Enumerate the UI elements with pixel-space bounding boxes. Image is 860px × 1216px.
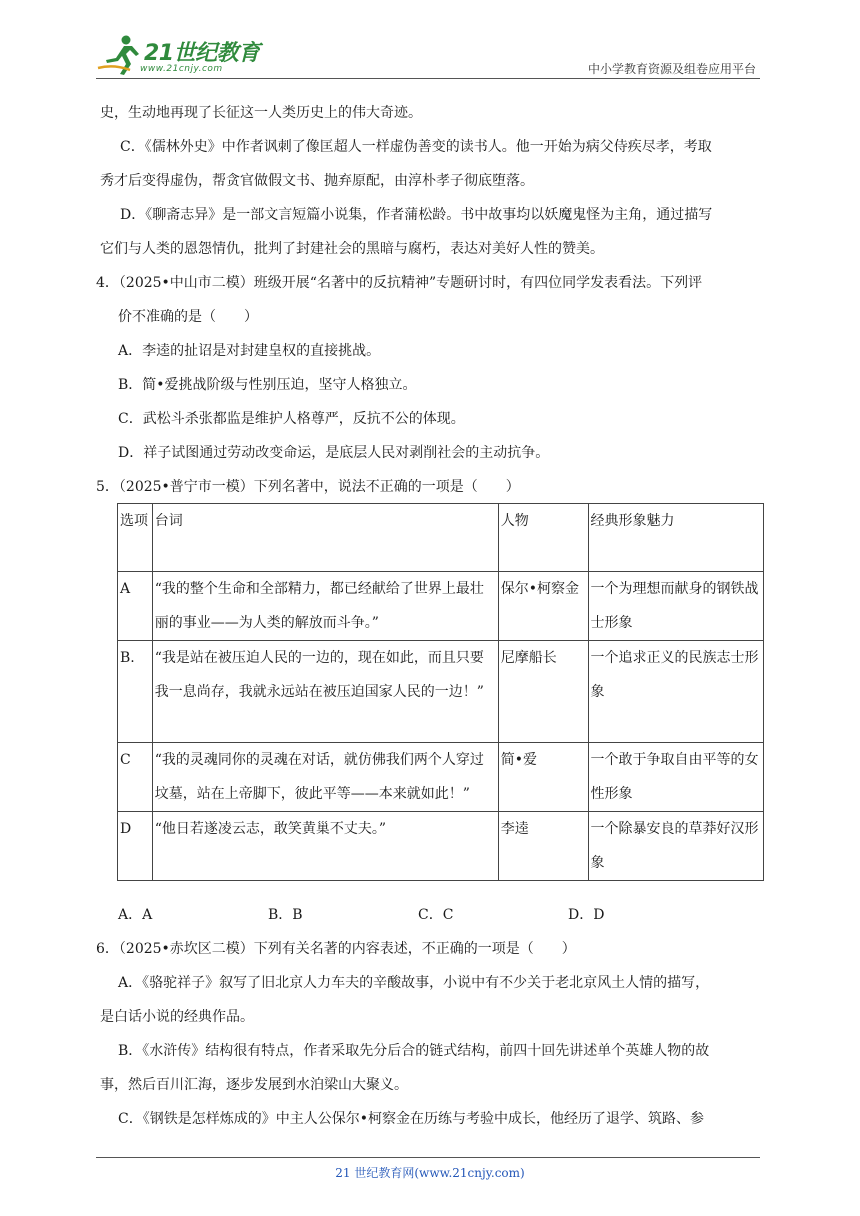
question-4-option-b: B．简•爱挑战阶级与性别压迫，坚守人格独立。 [118,377,417,393]
question-4-option-a: A．李逵的扯诏是对封建皇权的直接挑战。 [118,343,381,359]
table-cell-line: “我是站在被压迫人民的一边的，现在如此，而且只要我一息尚存，我就永远站在被压迫国家人民的一边！” [152,641,498,743]
page-content [96,96,764,504]
question-5-answers [100,898,764,932]
table-cell-person: 保尔•柯察金 [498,572,588,641]
table-cell-image: 一个为理想而献身的钢铁战士形象 [588,572,763,641]
answer-option-c: C．C [418,907,454,923]
text-line: 它们与人类的恩怨情仇，批判了封建社会的黑暗与腐朽，表达对美好人性的赞美。 [100,241,604,257]
table-row [118,743,764,812]
table-cell-option: A [118,572,153,641]
after-table-content [96,898,764,1136]
logo [96,34,266,78]
question-5-stem: 5．（2025•普宁市一模）下列名著中，说法不正确的一项是（ ） [96,479,520,495]
table-cell-image: 一个除暴安良的草莽好汉形象 [588,812,763,881]
table-cell-person: 尼摩船长 [498,641,588,743]
table-cell-person: 李逵 [498,812,588,881]
page-header [96,28,760,80]
table-row [118,572,764,641]
question-4-option-d: D．祥子试图通过劳动改变命运，是底层人民对剥削社会的主动抗争。 [118,445,550,461]
question-5-table [117,503,764,881]
table-row [118,812,764,881]
footer-link[interactable]: 21 世纪教育网(www.21cnjy.com) [335,1166,525,1180]
logo-url: www.21cnjy.com [140,64,223,74]
table-cell-image: 一个追求正义的民族志士形象 [588,641,763,743]
footer-divider [96,1157,760,1158]
header-platform-text: 中小学教育资源及组卷应用平台 [587,62,756,76]
answer-option-b: B．B [268,907,303,923]
table-cell-line: “我的灵魂同你的灵魂在对话，就仿佛我们两个人穿过坟墓，站在上帝脚下，彼此平等——本来就如此！” [152,743,498,812]
question-4-stem-cont: 价不准确的是（ ） [118,309,258,325]
text-line: 事，然后百川汇海，逐步发展到水泊梁山大聚义。 [100,1077,408,1093]
header-cell: 人物 [498,504,588,572]
table-cell-line: “我的整个生命和全部精力，都已经献给了世界上最壮丽的事业——为人类的解放而斗争。” [152,572,498,641]
question-6-option-b: B．《水浒传》结构很有特点，作者采取先分后合的链式结构，前四十回先讲述单个英雄人物的故 [118,1043,710,1059]
question-6-option-c: C．《钢铁是怎样炼成的》中主人公保尔•柯察金在历练与考验中成长，他经历了退学、筑路、参 [118,1111,704,1127]
question-6-stem: 6．（2025•赤坎区二模）下列有关名著的内容表述，不正确的一项是（ ） [96,941,576,957]
text-line: 史，生动地再现了长征这一人类历史上的伟大奇迹。 [100,105,422,121]
table-cell-option: B. [118,641,153,743]
answer-option-a: A．A [118,907,153,923]
table-cell-line: “他日若遂凌云志，敢笑黄巢不丈夫。” [152,812,498,881]
option-line: D．《聊斋志异》是一部文言短篇小说集，作者蒲松龄。书中故事均以妖魔鬼怪为主角，通过描写 [120,207,713,223]
option-line: C．《儒林外史》中作者讽刺了像匡超人一样虚伪善变的读书人。他一开始为病父侍疾尽孝，考取 [120,139,712,155]
table-header-row [118,504,764,572]
text-line: 秀才后变得虚伪，帮贪官做假文书、抛弃原配，由淳朴孝子彻底堕落。 [100,173,534,189]
text-line: 是白话小说的经典作品。 [100,1009,254,1025]
logo-text: 21世纪教育 [144,41,260,66]
table-cell-image: 一个敢于争取自由平等的女性形象 [588,743,763,812]
header-cell: 台词 [152,504,498,572]
header-divider [96,78,760,79]
table-cell-option: C [118,743,153,812]
answer-option-d: D．D [568,907,605,923]
table-row [118,641,764,743]
question-6-option-a: A．《骆驼祥子》叙写了旧北京人力车夫的辛酸故事，小说中有不少关于老北京风土人情的描写， [118,975,710,991]
question-4-option-c: C．武松斗杀张都监是维护人格尊严，反抗不公的体现。 [118,411,465,427]
header-cell: 经典形象魅力 [588,504,763,572]
table-cell-option: D [118,812,153,881]
runner-logo-icon [96,34,142,78]
header-cell: 选项 [118,504,153,572]
table-cell-person: 简•爱 [498,743,588,812]
question-4-stem: 4．（2025•中山市二模）班级开展“名著中的反抗精神”专题研讨时，有四位同学发表看法。下列评 [96,275,703,291]
